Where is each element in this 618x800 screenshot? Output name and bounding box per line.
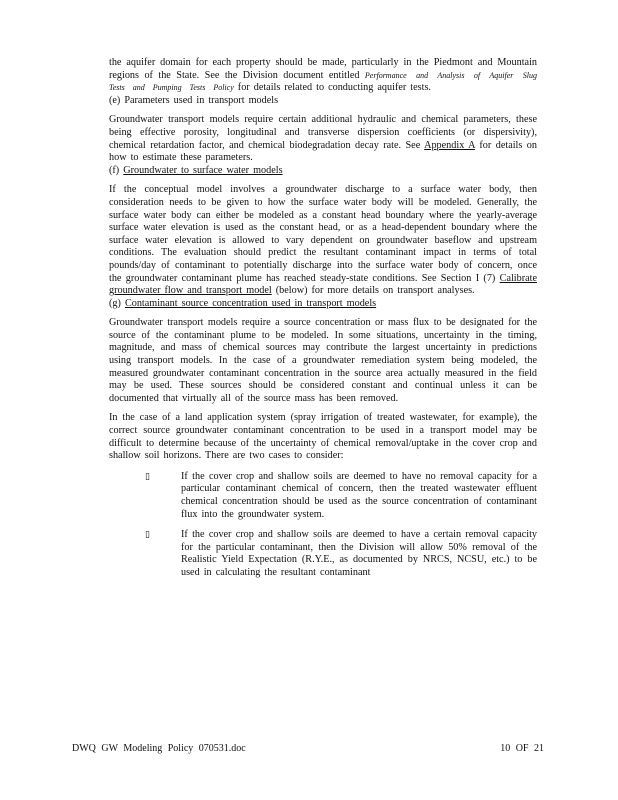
intro-paragraph: the aquifer domain for each property should be made, particularly in the Piedmont and Mountain regions of the State. See the Division document entitled Performance and Analysis of Aquifer Slug Tests and Pumping Tests Policy for details related to conducting aquifer tests.	[109, 57, 537, 94]
footer-page-number: 10 OF 21	[500, 743, 544, 754]
removal-cases-list	[109, 471, 537, 580]
section-f-heading: (f) Groundwater to surface water models	[109, 164, 283, 176]
list-item: ▯ If the cover crop and shallow soils are deemed to have no removal capacity for a particular contaminant chemical of concern, then the treated wastewater effluent chemical concentration should be used as the source concentration of contaminant flux into the groundwater system.	[145, 470, 537, 520]
page-body	[109, 57, 537, 588]
bullet-box-icon: ▯	[145, 530, 150, 541]
appendix-a-link[interactable]: Appendix A	[424, 139, 475, 151]
referenced-document-title: Performance and Analysis of Aquifer Slug Tests and Pumping Tests Policy	[109, 70, 537, 93]
section-g-heading: (g) Contaminant source concentration used in transport models	[109, 297, 377, 309]
footer-document-name: DWQ GW Modeling Policy 070531.doc	[72, 743, 246, 754]
section-e-paragraph: Groundwater transport models require certain additional hydraulic and chemical parameters, these being effective porosity, longitudinal and transverse dispersion coefficients (or dispersivity), chemical retardation factor, and chemical biodegradation decay rate. See Appendix A for details on how to estimate these parameters.	[109, 114, 537, 164]
bullet-box-icon: ▯	[145, 471, 150, 482]
list-item: ▯ If the cover crop and shallow soils are deemed to have a certain removal capacity for the particular contaminant, then the Division will allow 50% removal of the Realistic Yield Expectation (R.Y.E., as documented by NRCS, NCSU, etc.) to be used in calculating the resultant contaminant	[145, 529, 537, 578]
section-f-paragraph: If the conceptual model involves a groundwater discharge to a surface water body, then consideration needs to be given to how the surface water body will be modeled. Generally, the surface water body can either be modeled as a constant head boundary where the yearly-average surface water elevation is used as the constant head, or as a head-dependent boundary where the surface water elevation is allowed to vary dependent on groundwater baseflow and upstream conditions. The evaluation should predict the resultant contaminant impact in terms of total pounds/day of contaminant to potentially discharge into the surface water body of concern, once the groundwater contaminant plume has reached steady-state conditions. See Section I (7) Calibrate groundwater flow and transport model (below) for more details on transport analyses.	[109, 184, 537, 297]
section-e-heading: (e) Parameters used in transport models	[109, 94, 279, 106]
calibrate-model-link[interactable]: Calibrate groundwater flow and transport model	[109, 272, 537, 297]
section-g-paragraph-1: Groundwater transport models require a source concentration or mass flux to be designated for the source of the contaminant plume to be modeled. In some situations, uncertainty in the timing, magnitude, and mass of chemical sources may contribute the largest uncertainty in predictions using transport models. In the case of a groundwater remediation system being modeled, the measured groundwater contaminant concentration in the source area actually measured in the field may be used. These sources should be considered constant and continual unless it can be documented that virtually all of the source mass has been removed.	[109, 317, 537, 404]
page-footer	[72, 743, 544, 754]
section-g-paragraph-2: In the case of a land application system (spray irrigation of treated wastewater, for example), the correct source groundwater contaminant concentration to be used in a transport model may be difficult to determine because of the uncertainty of chemical removal/uptake in the cover crop and shallow soil horizons. There are two cases to consider:	[109, 412, 537, 462]
